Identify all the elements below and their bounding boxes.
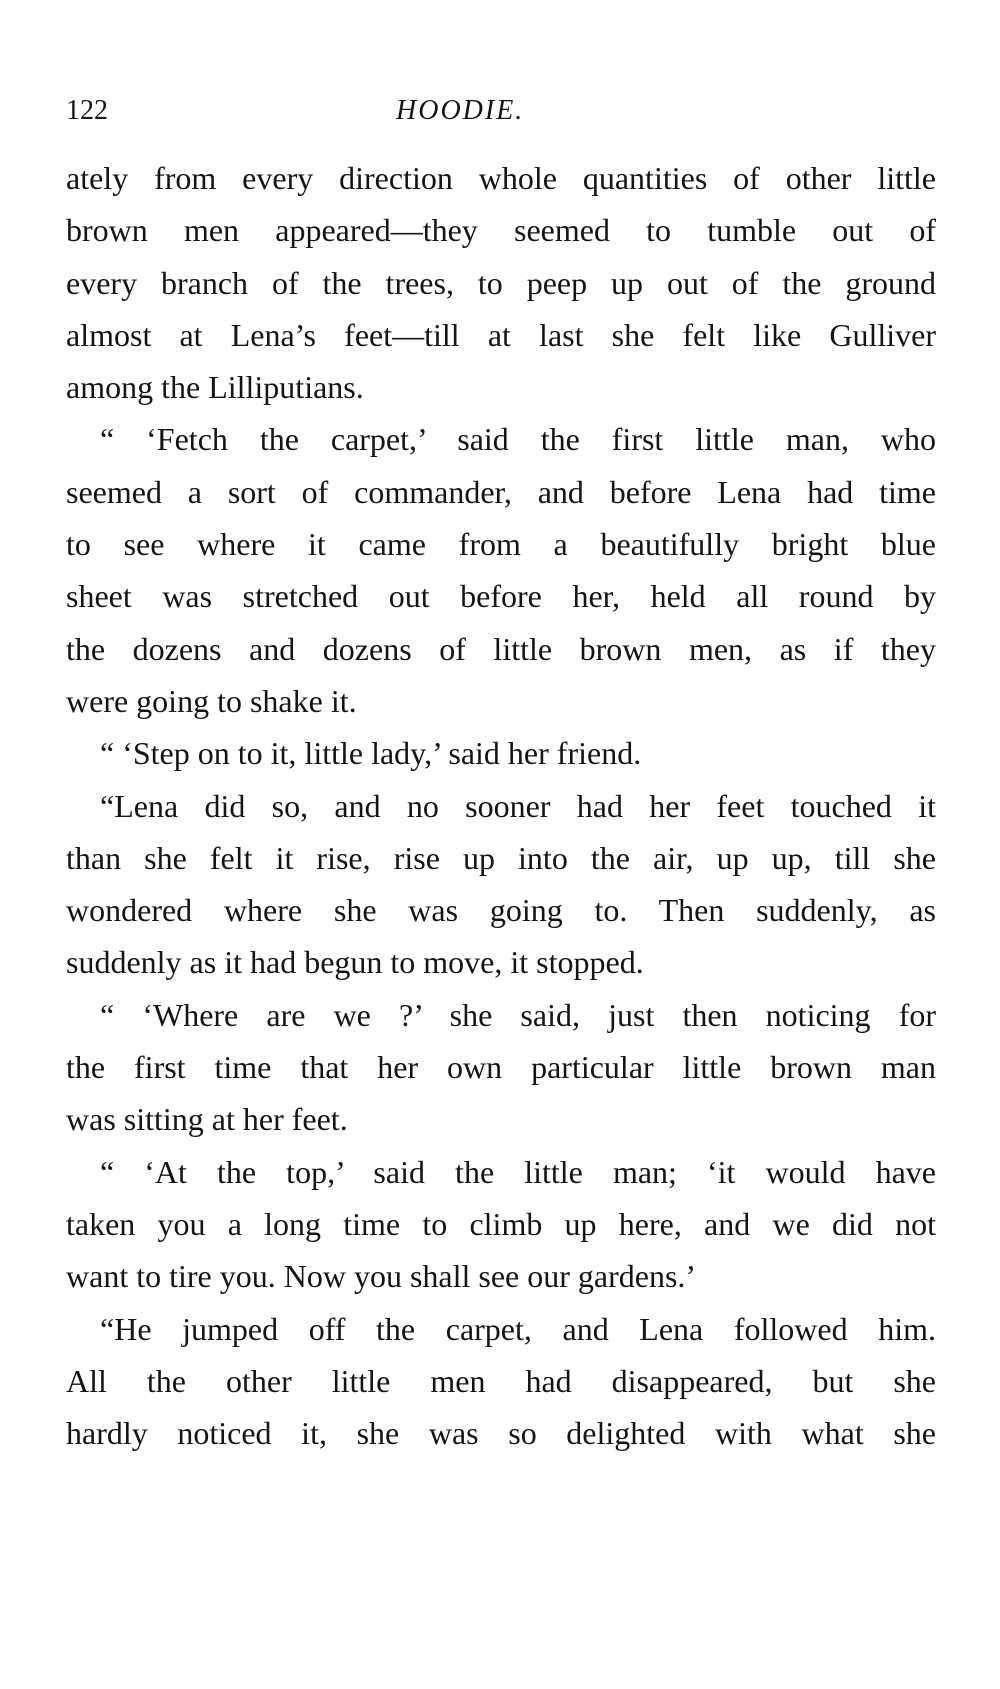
text-line: were going to shake it. (66, 682, 357, 719)
page-header (66, 94, 936, 134)
paragraph (66, 1146, 936, 1303)
text-line: ately from every direction whole quantities of other little (66, 160, 936, 196)
paragraph (66, 780, 936, 989)
paragraph (66, 727, 936, 779)
body-text (66, 152, 936, 1459)
text-line: to see where it came from a beautifully bright blue (66, 526, 936, 563)
paragraph (66, 989, 936, 1146)
text-line: taken you a long time to climb up here, and we did not (66, 1205, 936, 1242)
text-line: All the other little men had disappeared, but she (66, 1362, 936, 1399)
paragraph (66, 1303, 936, 1460)
paragraph (66, 413, 936, 727)
text-line: among the Lilliputians. (66, 369, 364, 406)
page-number: 122 (66, 95, 108, 126)
text-line: almost at Lena’s feet—till at last she felt like Gulliver (66, 316, 936, 353)
running-title: HOODIE. (396, 95, 525, 126)
text-line: “ ‘Fetch the carpet,’ said the first little man, who (100, 421, 936, 458)
text-line: wondered where she was going to. Then suddenly, as (66, 892, 936, 929)
text-line: sheet was stretched out before her, held all round by (66, 578, 936, 615)
text-line: seemed a sort of commander, and before Lena had time (66, 473, 936, 510)
text-line: “Lena did so, and no sooner had her feet touched it (100, 787, 936, 824)
text-line: “ ‘Step on to it, little lady,’ said her friend. (100, 735, 642, 772)
text-line: the first time that her own particular little brown man (66, 1049, 936, 1086)
text-line: “He jumped off the carpet, and Lena followed him. (100, 1310, 936, 1347)
text-line: hardly noticed it, she was so delighted with what she (66, 1415, 936, 1452)
text-line: suddenly as it had begun to move, it stopped. (66, 944, 644, 981)
text-line: than she felt it rise, rise up into the air, up up, till she (66, 839, 936, 876)
text-line: every branch of the trees, to peep up out of the ground (66, 264, 936, 301)
text-line: “ ‘At the top,’ said the little man; ‘it would have (100, 1153, 936, 1190)
text-line: was sitting at her feet. (66, 1101, 348, 1138)
text-line: the dozens and dozens of little brown men, as if they (66, 630, 936, 667)
text-line: want to tire you. Now you shall see our gardens.’ (66, 1258, 697, 1295)
paragraph (66, 152, 936, 413)
text-line: “ ‘Where are we ?’ she said, just then noticing for (100, 996, 936, 1033)
text-line: brown men appeared—they seemed to tumble out of (66, 212, 936, 249)
